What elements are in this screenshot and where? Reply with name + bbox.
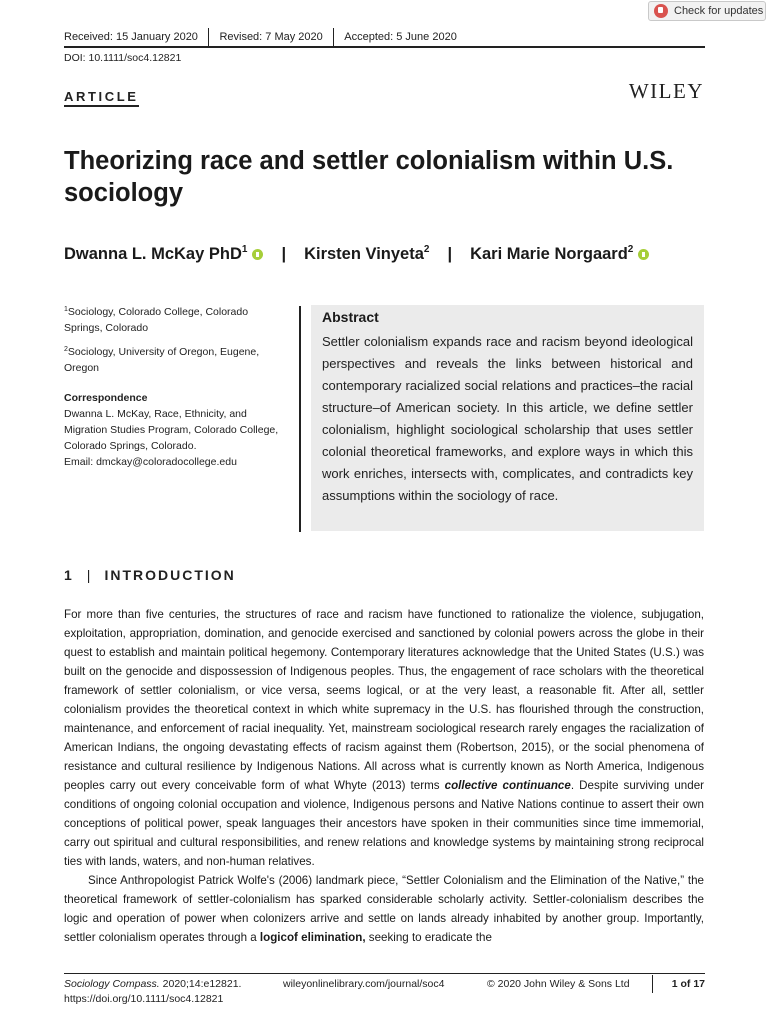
- author[interactable]: Kirsten Vinyeta$^2$: [304, 244, 430, 263]
- abstract-heading: Abstract: [322, 309, 379, 325]
- copyright: © 2020 John Wiley & Sons Ltd: [487, 978, 630, 990]
- correspondence-email[interactable]: Email: dmckay@coloradocollege.edu: [64, 456, 237, 468]
- page-number: 1 of 17: [671, 978, 705, 990]
- header-rule: [64, 46, 705, 48]
- check-updates-icon: [654, 4, 668, 18]
- author-separator: |: [281, 244, 287, 263]
- check-updates-label: Check for updates: [674, 5, 764, 17]
- publisher-logo: WILEY: [628, 79, 704, 103]
- author-list: [64, 244, 649, 264]
- abstract-text: Settler colonialism expands race and racism beyond ideological perspectives and reveals the links between historical and contemporary racialized social relations and practices–the racial structure–of American society. In this article, we define settler colonialism, highlight sociological scholarship that uses settler colonial theoretical frameworks, and explore ways in which this work enriches, intersects with, complicates, and contradicts key assumptions within the sociology of race.: [322, 334, 693, 503]
- accepted-date: Accepted: 5 June 2020: [344, 31, 457, 43]
- body-text: [64, 605, 704, 947]
- author[interactable]: Dwanna L. McKay PhD$^1$: [64, 244, 248, 263]
- emphasis: collective continuance: [444, 779, 571, 792]
- section-number: 1: [64, 567, 73, 583]
- footer-rule: [64, 973, 705, 974]
- article-type: ARTICLE: [64, 89, 139, 107]
- orcid-icon[interactable]: [638, 249, 649, 260]
- abstract-divider: [299, 306, 301, 532]
- check-for-updates-button[interactable]: [648, 1, 766, 21]
- doi: DOI: 10.1111/soc4.12821: [64, 52, 182, 64]
- affiliation: $^1$Sociology, Colorado College, Colorado Springs, Colorado: [64, 306, 249, 334]
- paragraph: For more than five centuries, the structures of race and racism have functioned to rationalize the violence, subjugation, exploitation, appropriation, domination, and genocide exercised and sanctioned by colonial powers across the globe in their quest to establish and maintain political hegemony. Contemporary literatures acknowledge that the United States (U.S.) was built on the genocide and dispossession of Indigenous peoples. Thus, the engagement of race scholars with the theoretical framework of settler colonialism, or vice versa, seems logical, or at the very least, a reasonable fit. After all, settler colonialism provides the theoretical context in which white supremacy in the U.S. has flourished through the construction, maintenance, and enforcement of racial inequality. Yet, mainstream sociological research rarely engages the racialization of American Indians, the ongoing devastating effects of racism against them (Robertson, 2015), or the social phenomena of resistance and cultural resilience by Indigenous Nations. All across what is currently known as North America, Indigenous peoples carry out every conceivable form of what Whyte (2013) terms collective continuance. Despite surviving under conditions of ongoing colonial occupation and violence, Indigenous persons and Native Nations continue to assert their own conceptions of political power, speak languages their ancestors have spoken in their communities since time immemorial, carry out spiritual and cultural responsibilities, and renew relations and knowledge systems by maintaining strong reciprocal ties with lands, waters, and non-human relatives.: [64, 608, 705, 868]
- revised-date: Revised: 7 May 2020: [219, 31, 323, 43]
- date-divider: [208, 28, 210, 46]
- received-date: Received: 15 January 2020: [64, 31, 198, 43]
- orcid-icon[interactable]: [252, 249, 263, 260]
- correspondence-heading: Correspondence: [64, 392, 148, 404]
- correspondence-address: Dwanna L. McKay, Race, Ethnicity, and Migration Studies Program, Colorado College, Colorado Springs, Colorado.: [64, 408, 279, 452]
- journal-url[interactable]: wileyonlinelibrary.com/journal/soc4: [283, 978, 445, 990]
- history-dates: [64, 30, 457, 44]
- section-title: INTRODUCTION: [104, 567, 236, 583]
- section-separator: |: [86, 567, 91, 583]
- paragraph: Since Anthropologist Patrick Wolfe's (2006) landmark piece, “Settler Colonialism and the Elimination of the Native,” the theoretical framework of settler-colonialism has sparked considerable scholarly activity. Settler-colonialism describes the logic and operation of power when colonizers arrive and settle on lands already inhabited by another group. Importantly, settler colonialism operates through a logicof elimination, seeking to eradicate the: [64, 874, 704, 944]
- author-separator: |: [447, 244, 453, 263]
- abstract-box: [311, 305, 704, 531]
- article-title: Theorizing race and settler colonialism within U.S. sociology: [64, 147, 674, 207]
- affiliation: $^2$Sociology, University of Oregon, Eugene, Oregon: [64, 346, 260, 374]
- journal-citation: Sociology Compass. 2020;14:e12821.: [64, 978, 242, 990]
- affiliations: [64, 302, 289, 470]
- author[interactable]: Kari Marie Norgaard$^2$: [470, 244, 634, 263]
- date-divider: [333, 28, 335, 46]
- section-heading: [64, 567, 236, 583]
- emphasis: logicof elimination,: [259, 931, 366, 944]
- footer-divider: [652, 975, 653, 993]
- doi-link[interactable]: https://doi.org/10.1111/soc4.12821: [64, 993, 224, 1005]
